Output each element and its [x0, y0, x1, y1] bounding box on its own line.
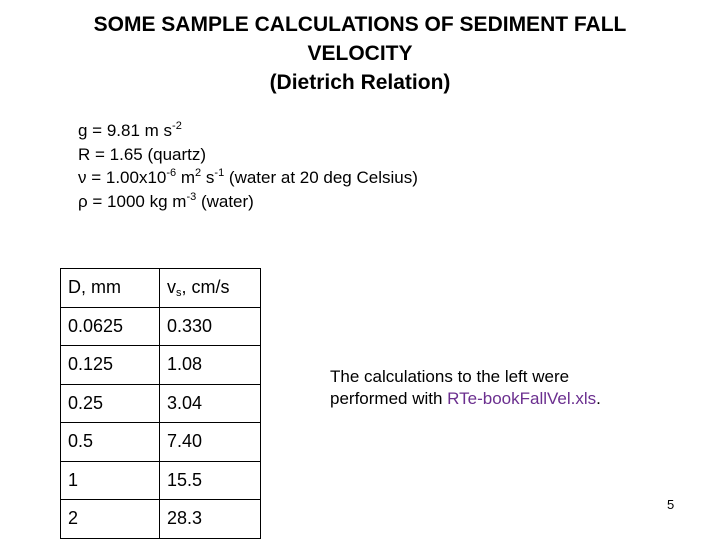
header-velocity	[160, 269, 261, 308]
fall-velocity-table	[60, 268, 261, 539]
note-prefix: performed with	[330, 389, 448, 408]
header-velocity-unit: , cm/s	[181, 277, 230, 298]
diameter-cell: 0.25	[61, 384, 160, 423]
density-text: ρ = 1000 kg m	[78, 191, 187, 211]
table-header-row	[61, 269, 261, 308]
table-row	[61, 346, 261, 385]
diameter-cell: 0.125	[61, 346, 160, 385]
constants-block	[78, 119, 418, 213]
velocity-cell: 7.40	[160, 423, 261, 462]
gravity-text: g = 9.81 m s	[78, 121, 173, 140]
velocity-cell: 28.3	[160, 500, 261, 539]
diameter-cell: 1	[61, 461, 160, 500]
density-constant	[78, 190, 418, 214]
gravity-exponent: -2	[172, 120, 182, 132]
table-row	[61, 384, 261, 423]
title-line-1: SOME SAMPLE CALCULATIONS OF SEDIMENT FALL	[93, 13, 627, 36]
viscosity-text: ν = 1.00x10	[78, 168, 167, 187]
viscosity-unit-s: s	[201, 168, 215, 187]
viscosity-note: (water at 20 deg Celsius)	[224, 168, 418, 187]
viscosity-unit-m: m	[176, 168, 196, 187]
spreadsheet-link[interactable]: RTe-bookFallVel.xls	[447, 389, 597, 408]
title-line-3: (Dietrich Relation)	[269, 71, 451, 94]
submerged-gravity-constant	[78, 143, 418, 167]
table-row	[61, 461, 261, 500]
calculation-note	[330, 366, 601, 410]
diameter-cell: 0.5	[61, 423, 160, 462]
diameter-cell: 0.0625	[61, 307, 160, 346]
header-velocity-subscript: s	[176, 287, 182, 300]
slide-title	[0, 10, 720, 97]
viscosity-constant	[78, 166, 418, 190]
density-exponent: -3	[186, 190, 197, 203]
diameter-cell: 2	[61, 500, 160, 539]
velocity-cell: 15.5	[160, 461, 261, 500]
viscosity-unit-m-exponent: 2	[195, 167, 202, 179]
header-velocity-symbol: v	[167, 277, 176, 298]
note-suffix: .	[596, 389, 601, 408]
table-row	[61, 500, 261, 539]
velocity-cell: 3.04	[160, 384, 261, 423]
submerged-gravity-text: R = 1.65 (quartz)	[78, 144, 207, 164]
table-row	[61, 307, 261, 346]
viscosity-unit-s-exponent: -1	[214, 167, 225, 179]
page-number: 5	[667, 497, 675, 512]
viscosity-exponent: -6	[166, 167, 177, 179]
note-line-1: The calculations to the left were	[330, 367, 570, 386]
velocity-cell: 0.330	[160, 307, 261, 346]
title-line-2: VELOCITY	[307, 42, 413, 65]
note-line-2	[330, 388, 601, 410]
velocity-cell: 1.08	[160, 346, 261, 385]
header-diameter: D, mm	[61, 269, 160, 308]
table-row	[61, 423, 261, 462]
density-note: (water)	[196, 191, 254, 211]
gravity-constant	[78, 119, 418, 143]
